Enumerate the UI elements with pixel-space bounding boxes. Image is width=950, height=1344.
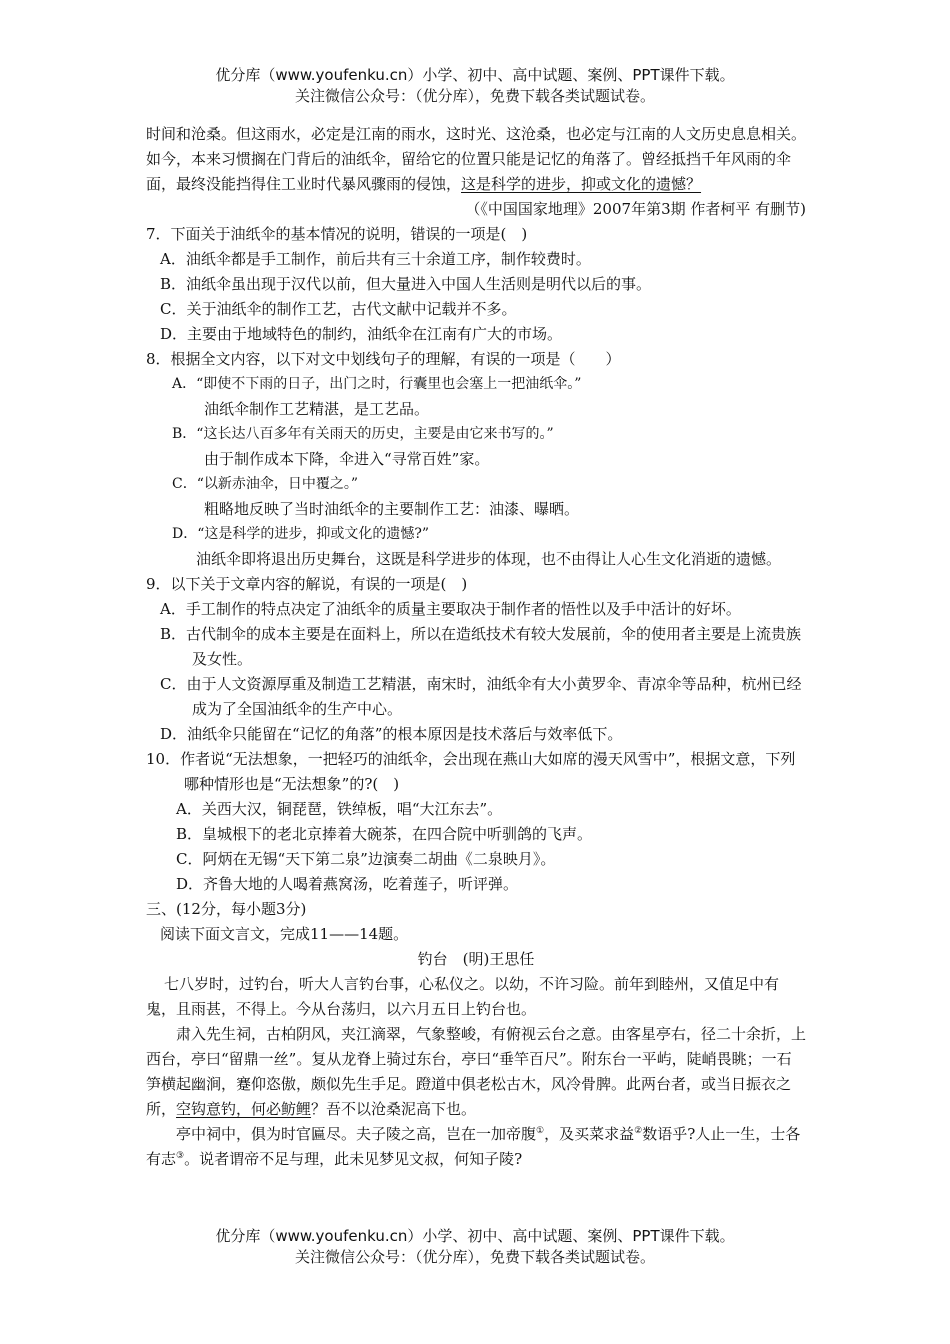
classical-paragraph-1: 七八岁时，过钓台，听大人言钓台事，心私仪之。以幼，不许习险。前年到睦州，又值足中有鬼，且雨甚，不得上。今从台荡归，以六月五日上钓台也。: [146, 975, 780, 1018]
page-header: [0, 65, 950, 107]
q7-option-c: C．关于油纸伞的制作工艺，古代文献中记载并不多。: [160, 300, 517, 318]
question-10: [146, 747, 806, 897]
underlined-sentence: 这是科学的进步，抑或文化的遗憾？: [461, 175, 702, 193]
header-line-2: 关注微信公众号：（优分库），免费下载各类试题试卷。: [294, 87, 655, 105]
q9-option-b: B．古代制伞的成本主要是在面料上，所以在造纸技术有较大发展前，伞的使用者主要是上流贵族及女性。: [160, 625, 802, 668]
footer-line-2: 关注微信公众号：（优分库），免费下载各类试题试卷。: [294, 1248, 655, 1266]
section-3-heading: 三、(12分，每小题3分): [146, 900, 307, 918]
q9-option-d: D．油纸伞只能留在“记忆的角落”的根本原因是技术落后与效率低下。: [160, 725, 623, 743]
q8-option-b-explanation: 由于制作成本下降，伞进入“寻常百姓”家。: [204, 450, 490, 468]
question-9: [146, 572, 806, 747]
page-content: [146, 122, 806, 1172]
q8-option-c-explanation: 粗略地反映了当时油纸伞的主要制作工艺：油漆、曝晒。: [204, 500, 580, 518]
paragraph-3-part-3: 数语乎?人止一生，士各有志: [146, 1125, 801, 1168]
q9-option-a: A．手工制作的特点决定了油纸伞的质量主要取决于制作者的悟性以及手中活计的好坏。: [160, 600, 741, 618]
q8-option-a-explanation: 油纸伞制作工艺精湛，是工艺品。: [204, 400, 430, 418]
classical-paragraph-3: [146, 1122, 806, 1172]
passage-source: （《中国国家地理》2007年第3期 作者柯平 有删节): [465, 200, 806, 218]
section-3: [146, 897, 806, 1172]
paragraph-2-tail: ？吾不以沧桑泥高下也。: [311, 1100, 477, 1118]
passage-text: 时间和沧桑。但这雨水，必定是江南的雨水，这时光、这沧桑，也必定与江南的人文历史息息相关。如今，本来习惯搁在门背后的油纸伞，留给它的位置只能是记忆的角落了。曾经抵挡千年风雨的伞面，最终没能挡得住工业时代暴风骤雨的侵蚀，: [146, 125, 807, 193]
passage-ending: [146, 122, 806, 197]
paragraph-2-text: 肃入先生祠，古柏阴风，夹江滴翠，气象整峻，有俯视云台之意。由客星亭右，径二十余折，上西台，亭曰“留鼎一丝”。复从龙脊上骑过东台，亭曰“垂竿百尺”。附东台一平屿，陡峭畏眺；一石笋横起幽涧，蹇仰恣傲，颇似先生手足。蹬道中俱老松古木，风冷骨脾。此两台者，或当日振衣之所，: [146, 1025, 807, 1118]
paragraph-3-part-4: 。说者谓帝不足与理，此未见梦见文叔，何知子陵?: [184, 1150, 523, 1168]
q10-option-c: C．阿炳在无锡“天下第二泉”边演奏二胡曲《二泉映月》。: [176, 850, 556, 868]
q8-option-c-quote: C．“以新赤油伞，日中覆之。”: [172, 476, 359, 492]
q10-stem: 10．作者说“无法想象，一把轻巧的油纸伞，会出现在燕山大如席的漫天风雪中”，根据文意，下列哪种情形也是“无法想象”的?( ): [146, 750, 796, 793]
q7-option-b: B．油纸伞虽出现于汉代以前，但大量进入中国人生活则是明代以后的事。: [160, 275, 652, 293]
q8-option-a-quote: A．“即使不下雨的日子，出门之时，行囊里也会塞上一把油纸伞。”: [172, 376, 582, 392]
footnote-mark-1: ①: [536, 1126, 545, 1136]
footer-line-1: 优分库（www.youfenku.cn）小学、初中、高中试题、案例、PPT课件下载。: [215, 1227, 735, 1245]
paragraph-3-part-1: 亭中祠中，俱为时官匾尽。夫子陵之高，岂在一加帝腹: [176, 1125, 537, 1143]
q7-stem: 7．下面关于油纸伞的基本情况的说明，错误的一项是( ): [146, 225, 528, 243]
header-line-1: 优分库（www.youfenku.cn）小学、初中、高中试题、案例、PPT课件下载。: [215, 66, 735, 84]
q9-option-c: C．由于人文资源厚重及制造工艺精湛，南宋时，油纸伞有大小黄罗伞、青凉伞等品种，杭州已经成为了全国油纸伞的生产中心。: [160, 675, 802, 718]
q7-option-d: D．主要由于地域特色的制约，油纸伞在江南有广大的市场。: [160, 325, 563, 343]
question-7: [146, 222, 806, 347]
q9-stem: 9．以下关于文章内容的解说，有误的一项是( ): [146, 575, 468, 593]
q8-stem: 8．根据全文内容，以下对文中划线句子的理解，有误的一项是（ ）: [146, 350, 621, 368]
q7-option-a: A．油纸伞都是手工制作，前后共有三十余道工序，制作较费时。: [160, 250, 591, 268]
footnote-mark-2: ②: [634, 1126, 643, 1136]
classical-paragraph-2: [146, 1022, 806, 1122]
q8-option-d-quote: D．“这是科学的进步，抑或文化的遗憾?”: [172, 526, 430, 542]
section-3-instruction: 阅读下面文言文，完成11——14题。: [160, 925, 409, 943]
classical-text-title: 钓台 (明)王思任: [417, 950, 535, 968]
q10-option-b: B．皇城根下的老北京捧着大碗茶，在四合院中听驯鸽的飞声。: [176, 825, 593, 843]
q8-option-d-explanation: 油纸伞即将退出历史舞台，这既是科学进步的体现，也不由得让人心生文化消逝的遗憾。: [196, 550, 782, 568]
underlined-phrase: 空钩意钓，何必鲂鲤: [176, 1100, 312, 1118]
paragraph-3-part-2: ，及买菜求益: [544, 1125, 635, 1143]
q8-option-b-quote: B．“这长达八百多年有关雨天的历史，主要是由它来书写的。”: [172, 426, 554, 442]
question-8: [146, 347, 806, 572]
q10-option-d: D．齐鲁大地的人喝着燕窝汤，吃着莲子，听评弹。: [176, 875, 519, 893]
q10-option-a: A．关西大汉，铜琵琶，铁绰板，唱“大江东去”。: [176, 800, 503, 818]
footnote-mark-3: ③: [176, 1151, 185, 1161]
page-footer: [0, 1226, 950, 1268]
